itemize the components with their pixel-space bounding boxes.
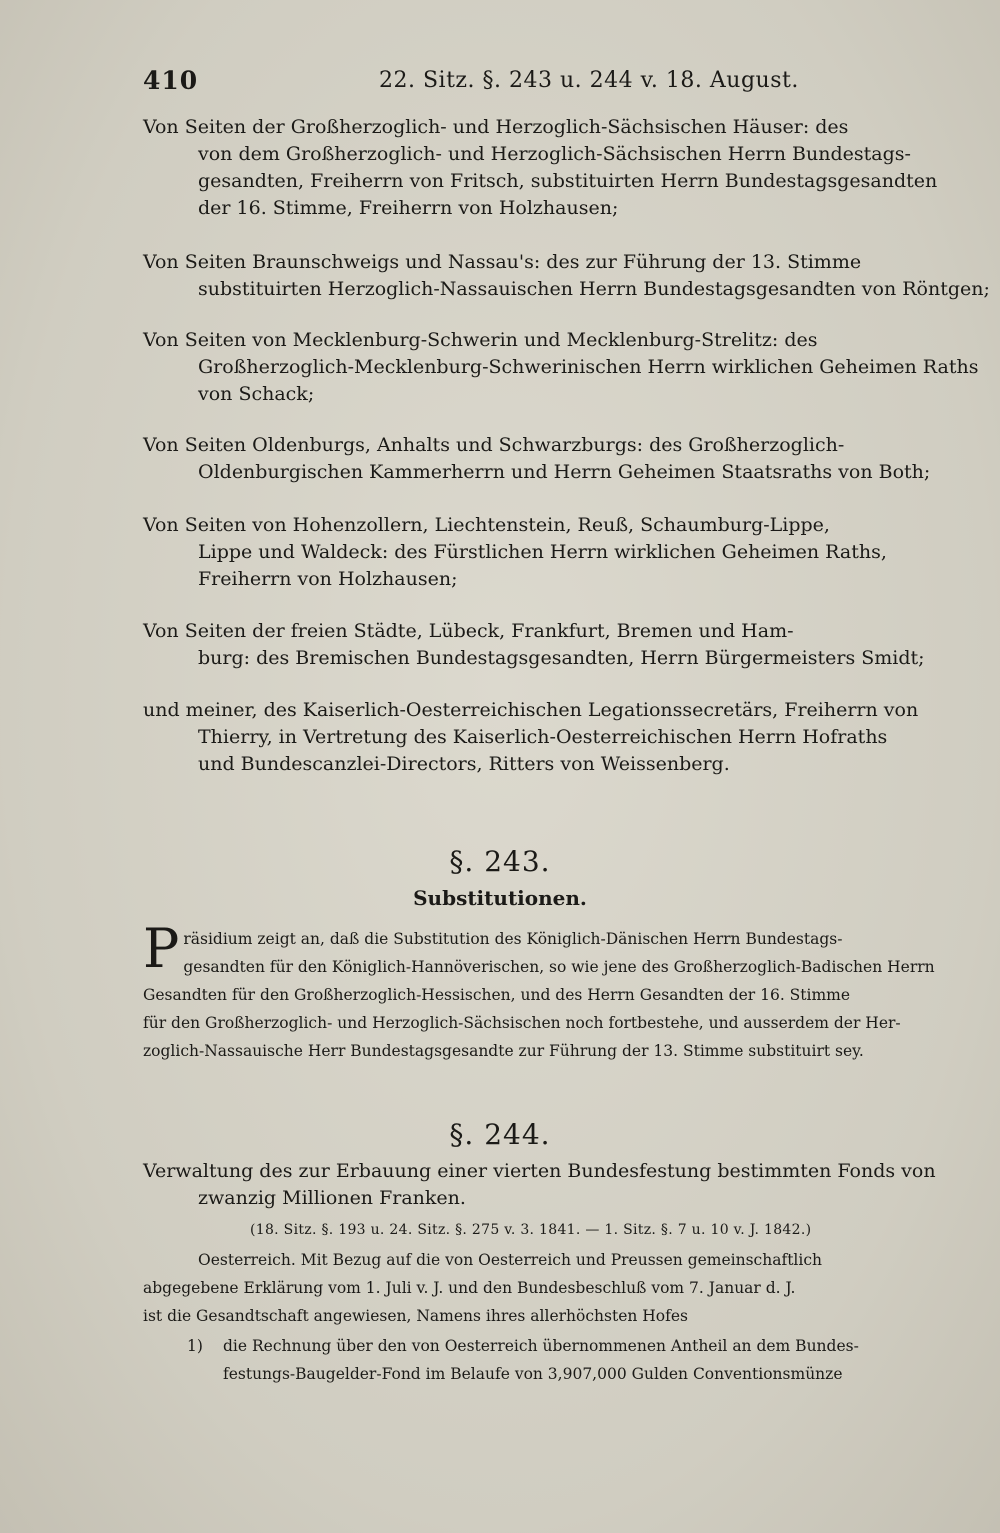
attendance-paragraph-hohenzollern [143,512,935,593]
text-line: Von Seiten von Mecklenburg-Schwerin und Mecklenburg-Strelitz: des [143,329,818,351]
text-line: Von Seiten Oldenburgs, Anhalts und Schwarzburgs: des Großherzoglich- [143,434,845,456]
text-line: abgegebene Erklärung vom 1. Juli v. J. und den Bundesbeschluß vom 7. Januar d. J. [143,1279,796,1297]
text-line: Von Seiten Braunschweigs und Nassau's: des zur Führung der 13. Stimme [143,251,862,273]
item-number: 1) [187,1337,203,1355]
text-line: Verwaltung des zur Erbauung einer vierten Bundesfestung bestimmten Fonds von [143,1160,936,1182]
text-line: gesandten, Freiherrn von Fritsch, substituirten Herrn Bundestagsgesandten [198,170,938,192]
text-line: Von Seiten der Großherzoglich- und Herzoglich-Sächsischen Häuser: des [143,116,849,138]
text-line: gesandten für den Königlich-Hannöverischen, so wie jene des Großherzoglich-Badischen Herrn [183,958,935,976]
attendance-paragraph-secretary [143,697,935,778]
section-244-citation: (18. Sitz. §. 193 u. 24. Sitz. §. 275 v. 3. 1841. — 1. Sitz. §. 7 u. 10 v. J. 1842.) [250,1222,812,1238]
text-line: Großherzoglich-Mecklenburg-Schwerinischen Herrn wirklichen Geheimen Raths [198,356,979,378]
text-line: der 16. Stimme, Freiherrn von Holzhausen; [198,197,619,219]
attendance-paragraph-free-cities [143,618,935,672]
text-line: und meiner, des Kaiserlich-Oesterreichischen Legationssecretärs, Freiherrn von [143,699,919,721]
text-line: Thierry, in Vertretung des Kaiserlich-Oesterreichischen Herrn Hofraths [198,726,888,748]
section-243-body [143,917,935,1065]
section-244-item-1 [187,1332,935,1388]
section-243-title: Substitutionen. [413,886,587,910]
text-line: Freiherrn von Holzhausen; [198,568,458,590]
text-line: zoglich-Nassauische Herr Bundestagsgesandte zur Führung der 13. Stimme substituirt sey. [143,1042,864,1060]
section-244-body [143,1246,935,1330]
attendance-paragraph-brunswick [143,249,990,303]
text-line: festungs-Baugelder-Fond im Belaufe von 3,907,000 Gulden Conventionsmünze [223,1365,843,1383]
section-244-title [143,1158,935,1212]
running-head: 22. Sitz. §. 243 u. 244 v. 18. August. [379,68,799,93]
text-line: räsidium zeigt an, daß die Substitution des Königlich-Dänischen Herrn Bundestags- [183,930,843,948]
text-line: von dem Großherzoglich- und Herzoglich-Sächsischen Herrn Bundestags- [198,143,911,165]
dropcap-letter: P [143,917,180,980]
text-line: Oldenburgischen Kammerherrn und Herrn Geheimen Staatsraths von Both; [198,461,931,483]
attendance-paragraph-mecklenburg [143,327,979,408]
section-244-number: §. 244. [449,1118,551,1151]
text-line: Oesterreich. Mit Bezug auf die von Oesterreich und Preussen gemeinschaftlich [198,1251,822,1269]
page-header [143,66,943,102]
text-line: Von Seiten der freien Städte, Lübeck, Frankfurt, Bremen und Ham- [143,620,794,642]
text-line: und Bundescanzlei-Directors, Ritters von Weissenberg. [198,753,730,775]
text-line [187,1332,935,1360]
section-243-number: §. 243. [449,845,551,878]
text-line: für den Großherzoglich- und Herzoglich-Sächsischen noch fortbestehe, und ausserdem der Her- [143,1014,901,1032]
text-line: substituirten Herzoglich-Nassauischen Herrn Bundestagsgesandten von Röntgen; [198,278,990,300]
page-number: 410 [143,66,199,95]
text-line: ist die Gesandtschaft angewiesen, Namens ihres allerhöchsten Hofes [143,1307,688,1325]
text-line: Lippe und Waldeck: des Fürstlichen Herrn wirklichen Geheimen Raths, [198,541,887,563]
text-line: zwanzig Millionen Franken. [198,1187,466,1209]
text-line: Von Seiten von Hohenzollern, Liechtenstein, Reuß, Schaumburg-Lippe, [143,514,830,536]
attendance-paragraph-saxon [143,114,938,222]
attendance-paragraph-oldenburg [143,432,935,486]
text-line: von Schack; [198,383,315,405]
text-line: burg: des Bremischen Bundestagsgesandten, Herrn Bürgermeisters Smidt; [198,647,925,669]
text-line: Gesandten für den Großherzoglich-Hessischen, und des Herrn Gesandten der 16. Stimme [143,986,851,1004]
item-text: die Rechnung über den von Oesterreich übernommenen Antheil an dem Bundes- [223,1337,859,1355]
